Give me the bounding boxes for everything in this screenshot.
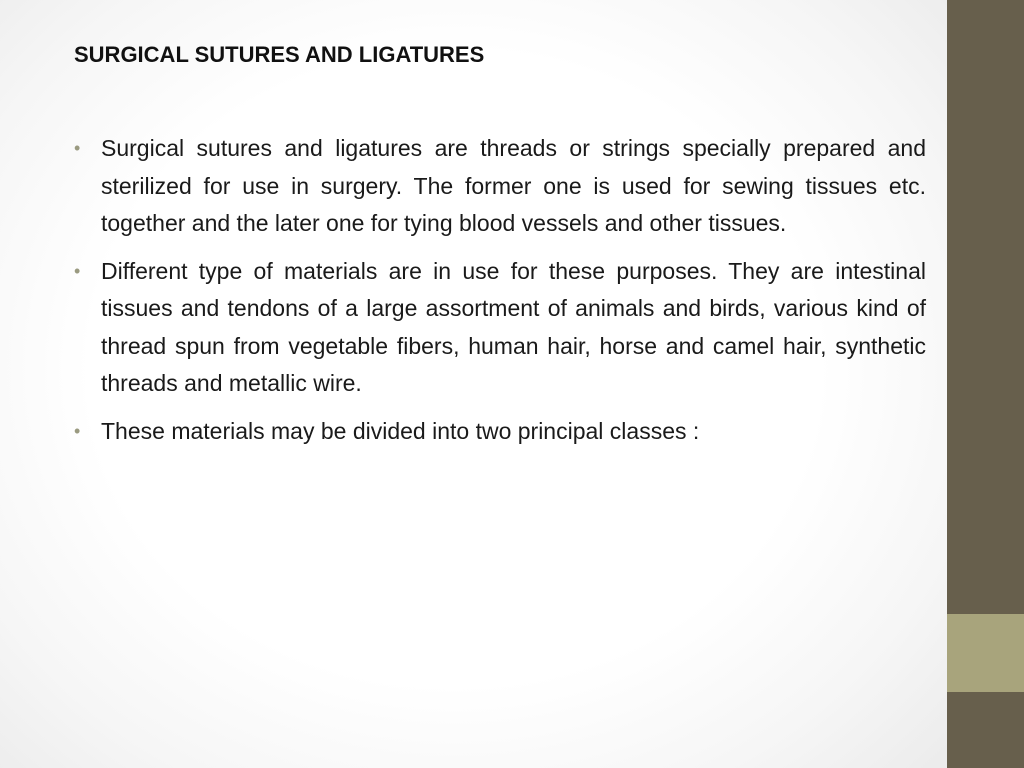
bullet-item [74,130,926,243]
sidebar-dark-top [947,0,1024,614]
bullet-list [74,130,926,460]
bullet-marker: • [74,420,81,441]
decorative-sidebar [947,0,1024,768]
bullet-marker: • [74,260,81,281]
bullet-text: Different type of materials are in use for these purposes. They are intestinal tissues and tendons of a large assortment of animals and birds, various kind of thread spun from vegetable fibers, human hair, horse and camel hair, synthetic threads and metallic wire. [101,257,926,396]
bullet-item [74,413,926,451]
sidebar-light-band [947,614,1024,692]
bullet-text: These materials may be divided into two principal classes : [101,417,700,444]
sidebar-dark-bottom [947,692,1024,768]
bullet-item [74,253,926,403]
slide-title: SURGICAL SUTURES AND LIGATURES [74,42,485,67]
bullet-marker: • [74,138,81,158]
bullet-text: Surgical sutures and ligatures are threads or strings specially prepared and sterilized for use in surgery. The former one is used for sewing tissues etc. together and the later one for tying blood vessels and other tissues. [101,135,926,236]
